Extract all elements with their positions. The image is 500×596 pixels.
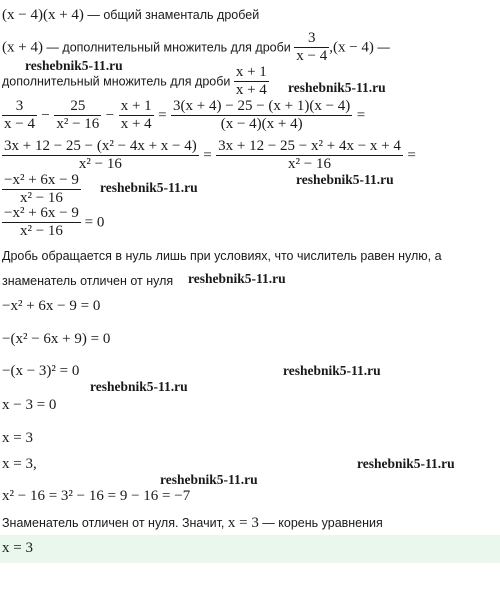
fraction-numerator: −x² + 6x − 9: [4, 205, 79, 221]
watermark: reshebnik5-11.ru: [288, 80, 386, 95]
factor-math-a: (x + 4): [2, 39, 43, 56]
fraction-denominator: x − 4: [296, 48, 328, 64]
fraction-numerator: 3: [15, 98, 24, 114]
fraction-denominator: x² − 16: [2, 155, 199, 173]
equals-sign: =: [203, 147, 212, 164]
fraction-4: [171, 98, 352, 133]
watermark: reshebnik5-11.ru: [25, 58, 123, 73]
factor-fraction: [294, 30, 329, 65]
solution-step-7: x² − 16 = 3² − 16 = 9 − 16 = −7: [2, 488, 191, 504]
conclusion-text-a: Знаменатель отличен от нуля. Значит,: [2, 516, 228, 530]
equation-step-1: [2, 98, 365, 133]
condition-text-2: знаменатель отличен от нуля: [2, 274, 174, 288]
fraction-denominator: x² − 16: [216, 155, 403, 173]
factor-fraction-2: [234, 64, 269, 99]
equation-step-4: [2, 205, 104, 240]
fraction-denominator: (x − 4)(x + 4): [171, 115, 352, 133]
fraction-denominator: x² − 16: [2, 189, 81, 207]
answer-box: [0, 535, 500, 563]
fraction-numerator: 3x + 12 − 25 − (x² − 4x + x − 4): [4, 138, 197, 154]
solution-step-2: −(x² − 6x + 9) = 0: [2, 331, 111, 347]
watermark: reshebnik5-11.ru: [100, 180, 198, 195]
factor-math-b: (x − 4): [332, 39, 374, 56]
fraction-6: [216, 138, 403, 173]
condition-line-2: [2, 272, 173, 290]
conclusion-line: [2, 514, 383, 532]
comma: ,: [329, 39, 333, 56]
common-denominator-line: [2, 6, 259, 24]
equals-zero: = 0: [80, 214, 105, 231]
fraction-denominator: x + 4: [235, 82, 267, 98]
fraction-3: [119, 98, 154, 133]
conclusion-text-b: — корень уравнения: [258, 516, 383, 530]
equation-step-2: [2, 138, 416, 173]
solution-step-4: x − 3 = 0: [2, 397, 57, 413]
operator: −: [41, 107, 50, 124]
fraction-denominator: x² − 16: [56, 116, 100, 132]
equals-sign: =: [158, 107, 167, 124]
additional-factor-line-2: [2, 64, 269, 99]
fraction-7: [2, 172, 81, 207]
watermark: reshebnik5-11.ru: [90, 379, 188, 394]
watermark: reshebnik5-11.ru: [357, 456, 455, 471]
fraction-denominator: x − 4: [4, 116, 35, 132]
fraction-numerator: 25: [70, 98, 86, 114]
fraction-numerator: 3x + 12 − 25 − x² + 4x − x + 4: [218, 138, 401, 154]
fraction-5: [2, 138, 199, 173]
condition-text-1: Дробь обращается в нуль лишь при условиях, что числитель равен нулю, а: [2, 249, 442, 263]
operator: −: [105, 107, 115, 124]
conclusion-math: x = 3: [227, 515, 259, 531]
solution-step-3: −(x − 3)² = 0: [2, 363, 80, 379]
fraction-numerator: x + 1: [120, 98, 152, 114]
fraction-numerator: x + 1: [235, 64, 267, 80]
dash: —: [373, 40, 390, 55]
solution-step-1: −x² + 6x − 9 = 0: [2, 298, 101, 314]
fraction-denominator: x + 4: [120, 116, 152, 132]
watermark: reshebnik5-11.ru: [296, 172, 394, 187]
factor-text: — дополнительный множитель для дроби: [42, 40, 295, 55]
equation-step-3: [2, 172, 81, 207]
fraction-1: [2, 98, 37, 133]
watermark: reshebnik5-11.ru: [188, 271, 286, 286]
solution-step-5: x = 3: [2, 430, 33, 446]
fraction-numerator: 3(x + 4) − 25 − (x + 1)(x − 4): [173, 98, 351, 114]
factor-text-2: дополнительный множитель для дроби: [2, 74, 234, 89]
common-denominator-text: — общий знаменталь дробей: [83, 8, 260, 22]
watermark: reshebnik5-11.ru: [283, 363, 381, 378]
fraction-denominator: x² − 16: [2, 222, 81, 240]
equals-sign: =: [407, 147, 416, 164]
fraction-numerator: −x² + 6x − 9: [4, 172, 79, 188]
solution-step-6: x = 3,: [2, 456, 37, 472]
fraction-8: [2, 205, 81, 240]
fraction-numerator: 3: [307, 30, 316, 46]
answer-value: x = 3: [2, 540, 33, 556]
watermark: reshebnik5-11.ru: [160, 472, 258, 487]
common-denominator-math: (x − 4)(x + 4): [2, 7, 84, 23]
fraction-2: [54, 98, 101, 133]
equals-sign: =: [356, 107, 366, 124]
